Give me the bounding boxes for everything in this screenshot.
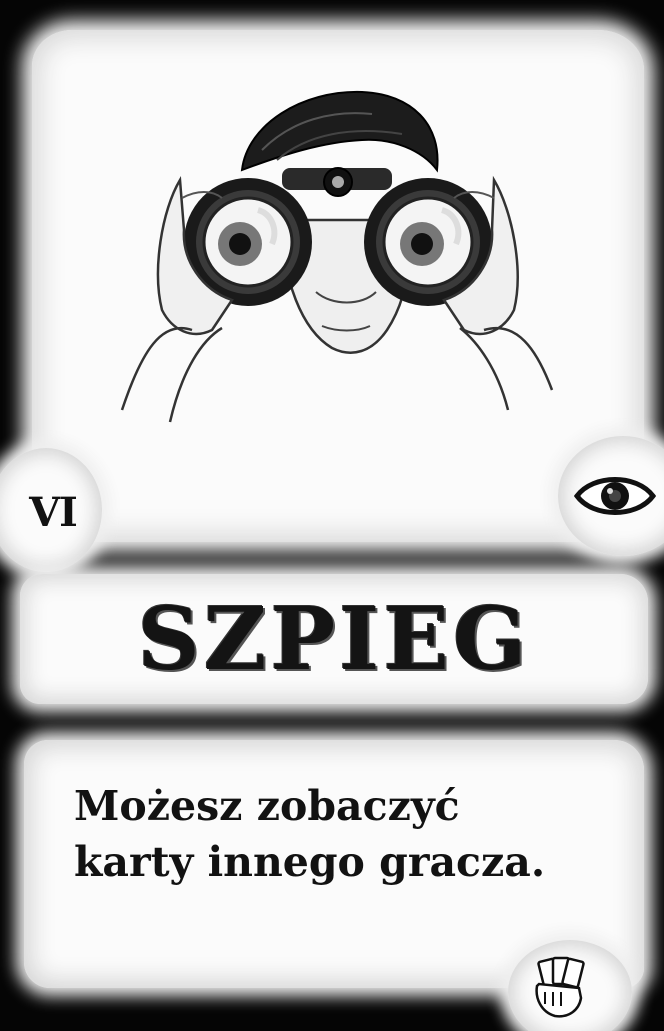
description-line: Możesz zobaczyć (74, 782, 460, 830)
hand-holding-cards-icon (523, 952, 593, 1022)
eye-icon (573, 466, 657, 526)
description-line: karty innego gracza. (74, 838, 546, 886)
illustration-panel (32, 30, 644, 542)
rank-badge (0, 448, 102, 572)
card-description (74, 778, 634, 890)
card-title: SZPIEG (137, 588, 531, 690)
rank-label: VI (29, 488, 77, 536)
binoculars-illustration (32, 30, 644, 542)
